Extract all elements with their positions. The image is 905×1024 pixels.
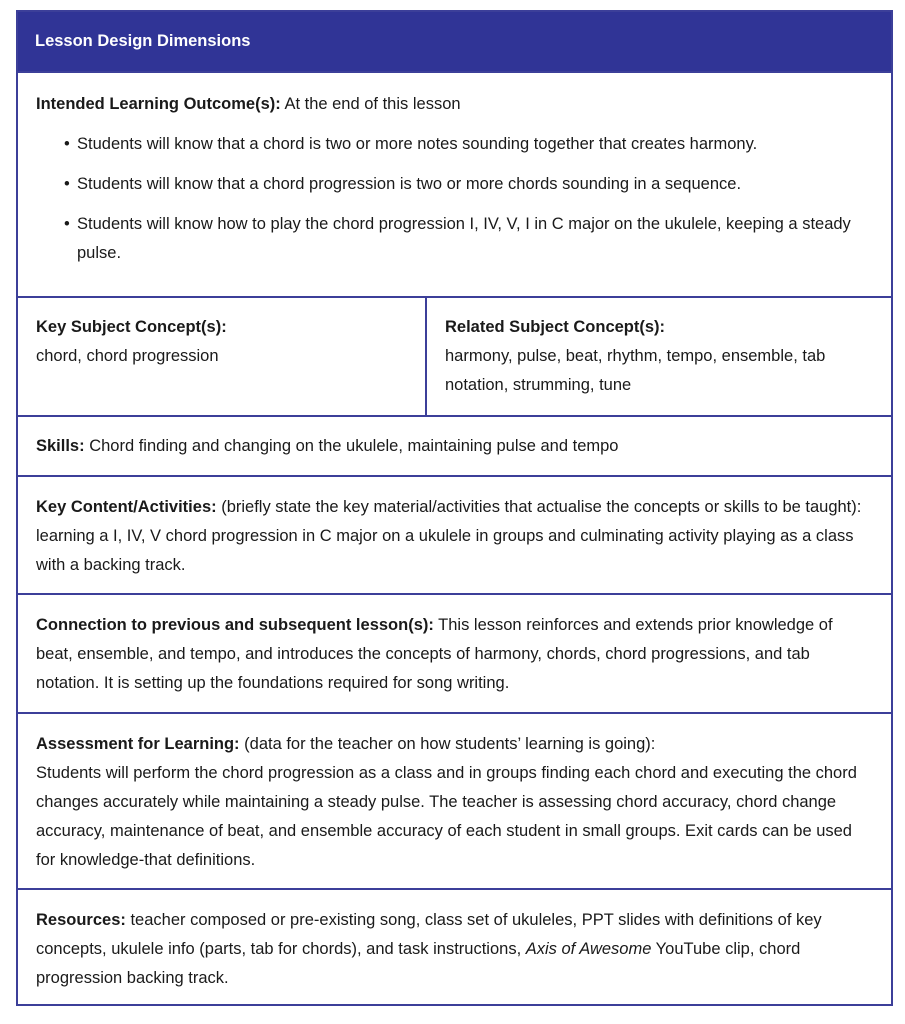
outcomes-section <box>18 73 891 298</box>
content-text: (briefly state the key material/activities that actualise the concepts or skills to be taught): learning a I, IV, V chord progression in C major on a ukulele in groups and culminating activity playing as a class with a backing track. <box>36 498 862 574</box>
assessment-text: Students will perform the chord progression as a class and in groups finding each chord and executing the chord changes accurately while maintaining a steady pulse. The teacher is assessing chord accuracy, chord change accuracy, maintenance of beat, and ensemble accuracy of each student in small groups. Exit cards can be used for knowledge-that definitions. <box>36 764 857 869</box>
assessment-heading <box>36 730 873 759</box>
resources-italic-title: Axis of Awesome <box>525 940 652 958</box>
connection-section <box>18 595 891 714</box>
related-concepts-text: harmony, pulse, beat, rhythm, tempo, ensemble, tab notation, strumming, tune <box>445 347 826 394</box>
content-section <box>18 477 891 595</box>
resources-label: Resources: <box>36 911 126 929</box>
skills-label: Skills: <box>36 437 85 455</box>
resources-text-after: YouTube clip, chord progression backing track. <box>36 940 801 987</box>
concepts-section <box>18 298 891 417</box>
assessment-section <box>18 714 891 890</box>
list-item: • Students will know that a chord progression is two or more chords sounding in a sequence. <box>36 170 873 199</box>
key-concepts-label: Key Subject Concept(s): <box>36 318 227 336</box>
key-concepts-cell <box>18 298 427 415</box>
connection-label: Connection to previous and subsequent lesson(s): <box>36 616 434 634</box>
list-item: • Students will know that a chord is two or more notes sounding together that creates harmony. <box>36 130 873 159</box>
skills-section <box>18 417 891 477</box>
assessment-label: Assessment for Learning: <box>36 735 240 753</box>
table-title: Lesson Design Dimensions <box>35 32 251 50</box>
related-concepts-label: Related Subject Concept(s): <box>445 318 666 336</box>
lesson-design-table <box>16 10 893 1006</box>
outcomes-label: Intended Learning Outcome(s): <box>36 95 281 113</box>
skills-text: Chord finding and changing on the ukulele, maintaining pulse and tempo <box>84 437 619 455</box>
assessment-note: (data for the teacher on how students’ learning is going): <box>239 735 656 753</box>
table-header <box>18 12 891 73</box>
list-item: • Students will know how to play the chord progression I, IV, V, I in C major on the ukulele, keeping a steady pulse. <box>36 210 873 268</box>
key-concepts-text: chord, chord progression <box>36 347 219 365</box>
resources-section <box>18 890 891 993</box>
related-concepts-cell <box>427 298 891 415</box>
outcomes-intro: At the end of this lesson <box>280 95 461 113</box>
outcomes-list <box>36 130 873 268</box>
outcomes-heading <box>36 90 873 119</box>
content-label: Key Content/Activities: <box>36 498 217 516</box>
connection-text: This lesson reinforces and extends prior knowledge of beat, ensemble, and tempo, and introduces the concepts of harmony, chords, chord progressions, and tab notation. It is setting up the foundations required for song writing. <box>36 616 833 692</box>
resources-text-before: teacher composed or pre-existing song, class set of ukuleles, PPT slides with definitions of key concepts, ukulele info (parts, tab for chords), and task instructions, <box>36 911 822 958</box>
